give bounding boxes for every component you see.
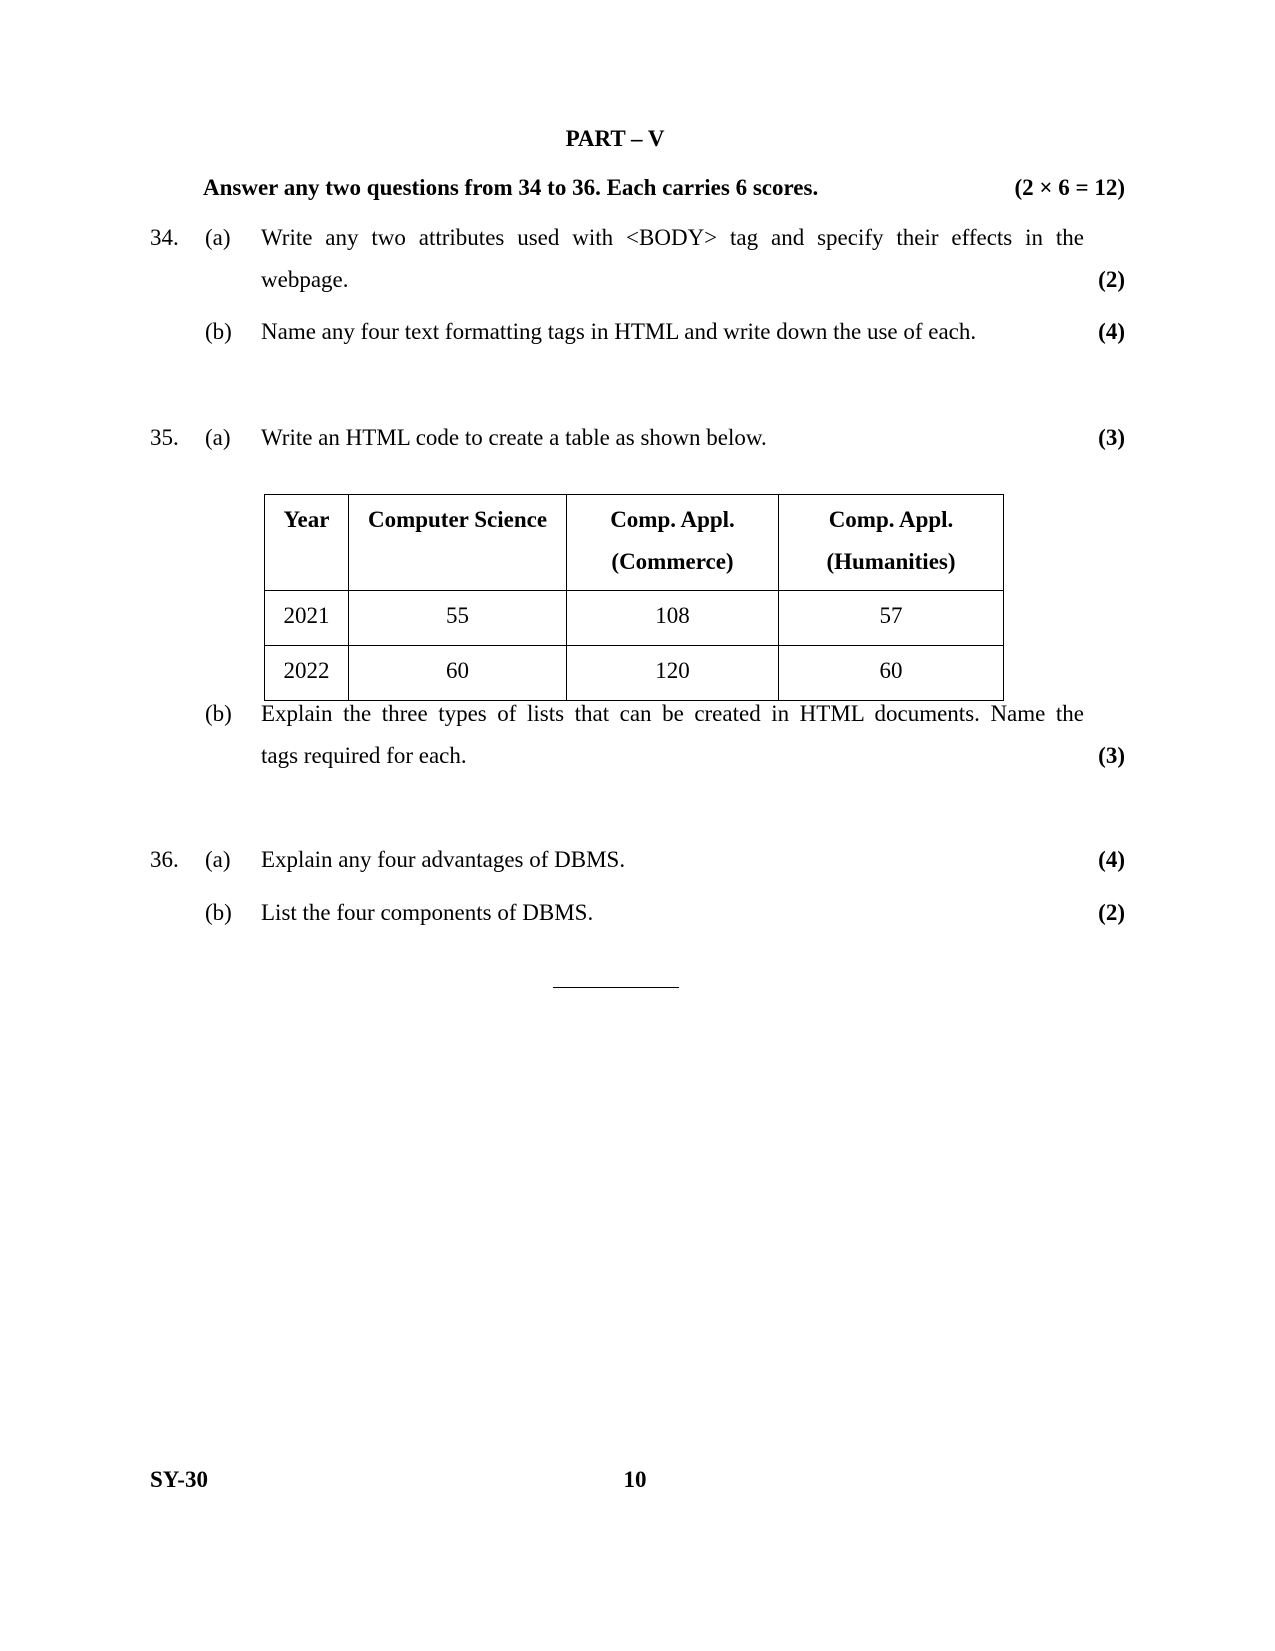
table-header-computer-science: Computer Science (349, 495, 567, 591)
marks-table (264, 494, 1004, 701)
question-number-34: 34. (150, 225, 179, 250)
part-title: PART – V (565, 126, 665, 151)
table-header-row (265, 495, 1004, 591)
question-35b-text-line2: tags required for each. (261, 743, 467, 768)
table-cell: 60 (779, 646, 1004, 701)
footer-code: SY-30 (150, 1467, 208, 1492)
question-34b-text: Name any four text formatting tags in HTML and write down the use of each. (261, 319, 977, 344)
question-number-36: 36. (150, 847, 179, 872)
table-header-humanities: Comp. Appl. (Humanities) (779, 495, 1004, 591)
table-cell: 2022 (265, 646, 349, 701)
question-36a-text: Explain any four advantages of DBMS. (261, 847, 626, 872)
question-36a-label: (a) (205, 847, 231, 872)
table-header-commerce: Comp. Appl. (Commerce) (567, 495, 779, 591)
question-34b-label: (b) (205, 319, 232, 344)
question-35a-label: (a) (205, 425, 231, 450)
question-36b-text: List the four components of DBMS. (261, 900, 594, 925)
table-cell: 2021 (265, 591, 349, 646)
table-cell: 60 (349, 646, 567, 701)
question-number-35: 35. (150, 425, 179, 450)
table-row (265, 646, 1004, 701)
question-36b-marks: (2) (1098, 900, 1125, 925)
question-36b-label: (b) (205, 900, 232, 925)
question-35b-label: (b) (205, 701, 232, 726)
question-34b-marks: (4) (1098, 319, 1125, 344)
question-35a-text: Write an HTML code to create a table as shown below. (261, 425, 767, 450)
question-36a-marks: (4) (1098, 847, 1125, 872)
question-34a-label: (a) (205, 225, 231, 250)
question-35b-text-line1: Explain the three types of lists that can be created in HTML documents. Name the (261, 701, 1084, 726)
table-cell: 108 (567, 591, 779, 646)
page-number: 10 (623, 1467, 647, 1492)
question-34a-text-line1: Write any two attributes used with <BODY> tag and specify their effects in the (261, 225, 1084, 250)
end-of-section-rule (553, 987, 679, 988)
instruction-marks: (2 × 6 = 12) (1014, 175, 1125, 200)
table-cell: 55 (349, 591, 567, 646)
question-34a-marks: (2) (1098, 267, 1125, 292)
table-header-year: Year (265, 495, 349, 591)
question-35a-marks: (3) (1098, 425, 1125, 450)
table-row (265, 591, 1004, 646)
instruction-text: Answer any two questions from 34 to 36. Each carries 6 scores. (203, 175, 819, 200)
table-cell: 57 (779, 591, 1004, 646)
question-35b-marks: (3) (1098, 743, 1125, 768)
question-34a-text-line2: webpage. (261, 267, 349, 292)
table-cell: 120 (567, 646, 779, 701)
